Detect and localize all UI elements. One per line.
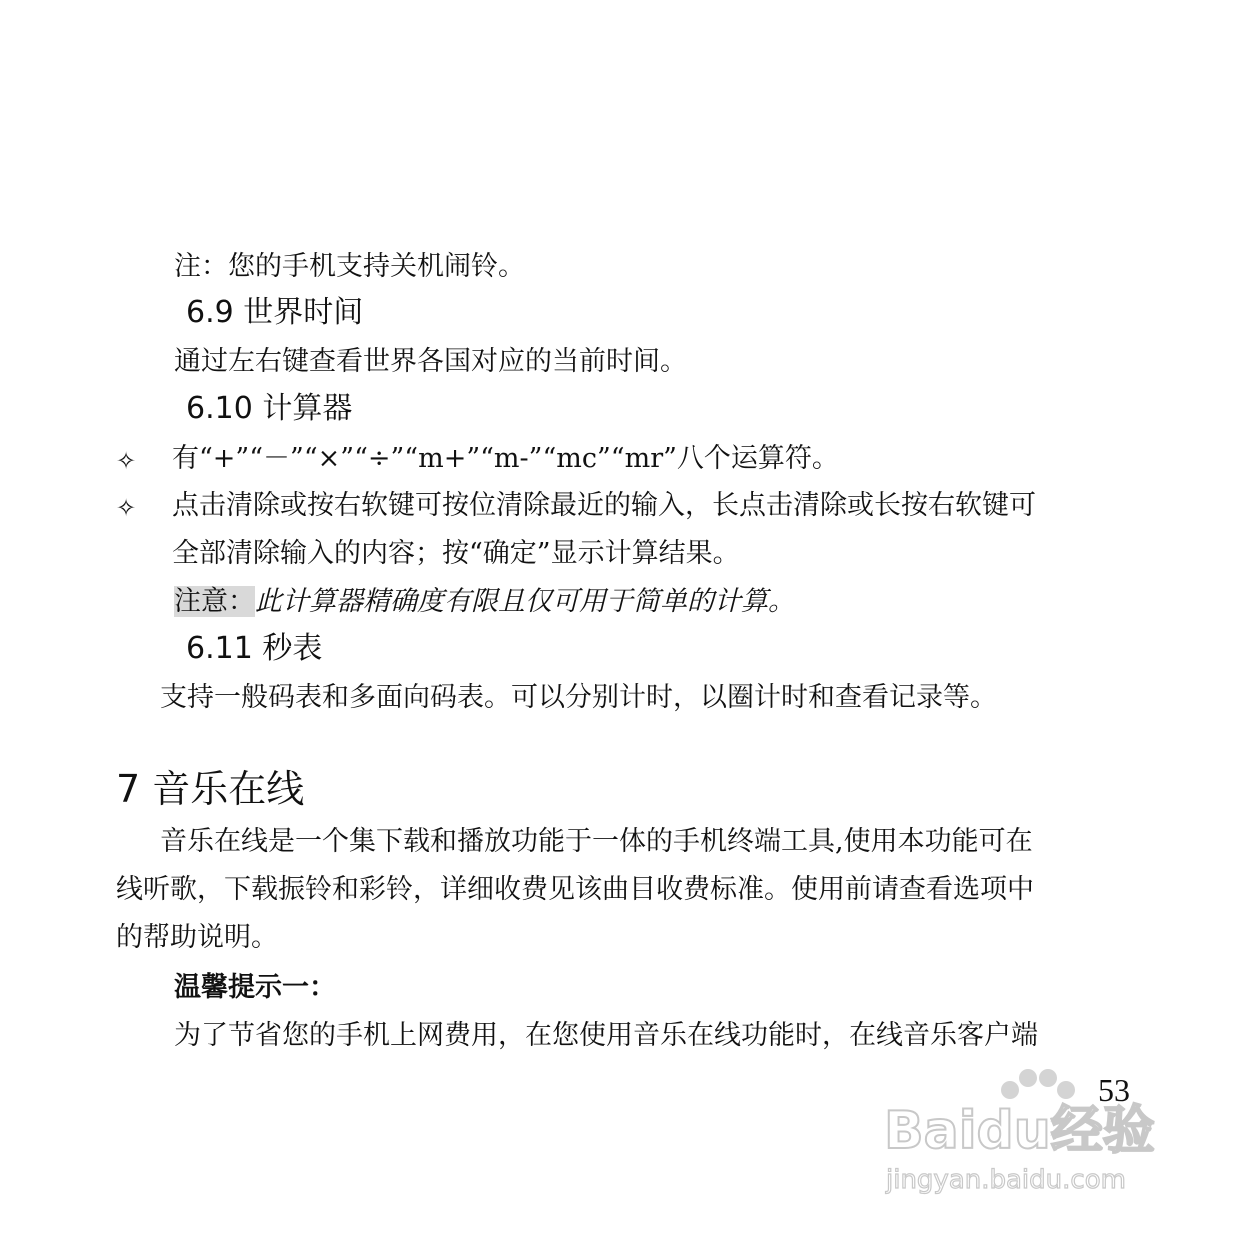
note-text: 此计算器精确度有限且仅可用于简单的计算。 [255,586,795,617]
paw-pad [1019,1069,1037,1087]
watermark-brand: Baidu经验 [884,1101,1155,1161]
clear-bullet-line-1: 点击清除或按右软键可按位清除最近的输入，长点击清除或长按右软键可 [172,490,1036,521]
calculator-note [174,585,795,619]
paw-pad [1057,1081,1075,1099]
bullet-star-icon: ✧ [116,494,137,522]
tip-line-1: 为了节省您的手机上网费用，在您使用音乐在线功能时，在线音乐客户端 [174,1020,1038,1051]
page-number: 53 [1098,1072,1130,1108]
music-paragraph-line-1: 音乐在线是一个集下载和播放功能于一体的手机终端工具,使用本功能可在 [160,826,1033,857]
paw-pad [1001,1081,1019,1099]
note-label: 注意： [174,586,255,617]
section-heading-6-10: 6.10 计算器 [186,391,353,426]
music-paragraph-line-2: 线听歌，下载振铃和彩铃，详细收费见该曲目收费标准。使用前请查看选项中 [116,874,1034,905]
section-heading-6-11: 6.11 秒表 [186,631,323,666]
chapter-heading-7: 7 音乐在线 [116,767,305,811]
bullet-star-icon: ✧ [116,447,137,475]
paw-pad [1039,1069,1057,1087]
clear-bullet-line-2: 全部清除输入的内容；按“确定”显示计算结果。 [172,538,740,569]
baidu-jingyan-watermark [880,1060,1180,1200]
stopwatch-description: 支持一般码表和多面向码表。可以分别计时，以圈计时和查看记录等。 [160,682,997,713]
watermark-url: jingyan.baidu.com [886,1165,1126,1195]
operators-bullet: 有“+”“－”“×”“÷”“m+”“m-”“mc”“mr”八个运算符。 [172,443,839,474]
world-time-description: 通过左右键查看世界各国对应的当前时间。 [174,346,687,377]
alarm-note: 注：您的手机支持关机闹铃。 [174,251,525,282]
tip-title: 温馨提示一： [174,972,336,1003]
music-paragraph-line-3: 的帮助说明。 [116,922,278,953]
section-heading-6-9: 6.9 世界时间 [186,295,364,330]
